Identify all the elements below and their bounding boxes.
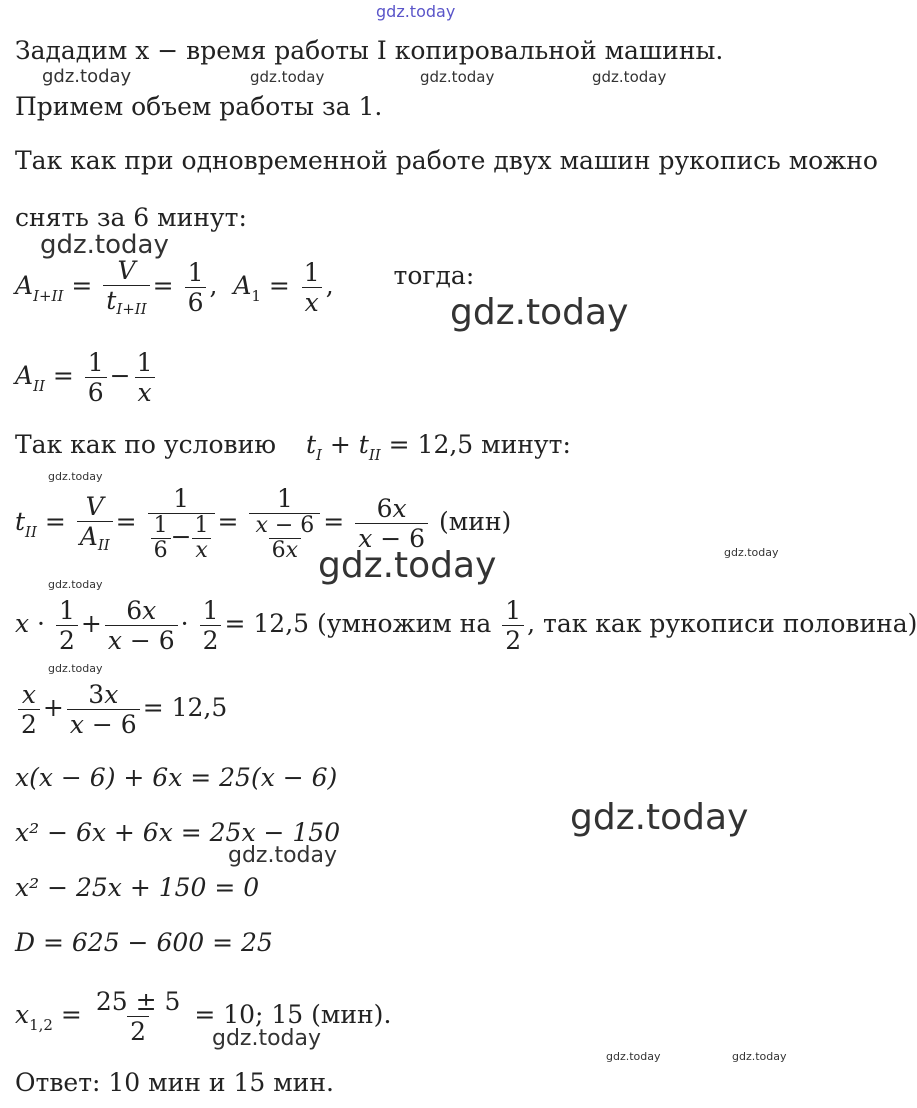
formula-discriminant: D = 625 − 600 = 25 bbox=[15, 928, 273, 957]
formula-roots: $x_{1,2}$ = $\frac{25 \pm 5}{2}$ = 10; 15 (мин). bbox=[15, 987, 392, 1046]
roots-result: = 10; 15 (мин). bbox=[194, 1000, 392, 1029]
watermark-top: gdz.today bbox=[376, 2, 456, 21]
watermark: gdz.today bbox=[420, 68, 495, 86]
watermark: gdz.today bbox=[606, 1050, 661, 1063]
watermark: gdz.today bbox=[42, 66, 132, 87]
watermark: gdz.today bbox=[732, 1050, 787, 1063]
formula-line-12: x² − 6x + 6x = 25x − 150 bbox=[15, 818, 341, 847]
watermark: gdz.today bbox=[318, 545, 497, 586]
formula-a2: $A_{II}$ = $\frac{1}{6}$ − $\frac{1}{x}$ bbox=[15, 346, 159, 409]
text-line-3: Так как при одновременной работе двух машин рукопись можно bbox=[15, 146, 878, 175]
formula-line-11: x(x − 6) + 6x = 25(x − 6) bbox=[15, 763, 338, 792]
watermark: gdz.today bbox=[228, 843, 338, 868]
watermark: gdz.today bbox=[48, 470, 103, 483]
formula-work-rates: $A_{I+II}$ = $\frac{V}{t_{I+II}}$ = $\frac{1}{6}$ , $A_1$ = $\frac{1}{x}$ , тогда: bbox=[15, 256, 475, 318]
watermark: gdz.today bbox=[48, 662, 103, 675]
watermark: gdz.today bbox=[724, 546, 779, 559]
text-line-1 bbox=[15, 36, 723, 66]
line-1-text: Зададим x − время работы I копировальной машины. bbox=[15, 36, 724, 65]
formula-line-13: x² − 25x + 150 = 0 bbox=[15, 873, 260, 902]
watermark: gdz.today bbox=[450, 292, 629, 333]
unit-minutes: (мин) bbox=[439, 507, 512, 536]
watermark: gdz.today bbox=[570, 797, 749, 838]
watermark: gdz.today bbox=[592, 68, 667, 86]
watermark: gdz.today bbox=[250, 68, 325, 86]
watermark: gdz.today bbox=[40, 230, 169, 260]
text-line-4: снять за 6 минут: bbox=[15, 203, 247, 232]
formula-t2: $t_{II}$ = $\frac{V}{A_{II}}$ = 1 $\frac{1}{6}$ − $\frac{1}{x}$ = $\frac{1}{\frac{x - 6}{6x}}$ = $\frac{6x}{x - 6}$ (мин) bbox=[15, 484, 512, 563]
text-line-2: Примем объем работы за 1. bbox=[15, 92, 383, 121]
then-label: тогда: bbox=[393, 261, 475, 290]
watermark: gdz.today bbox=[48, 578, 103, 591]
answer-line: Ответ: 10 мин и 15 мин. bbox=[15, 1068, 334, 1097]
formula-simplified: $\frac{x}{2}$ + $\frac{3x}{x - 6}$ = 12,5 bbox=[15, 678, 227, 738]
watermark: gdz.today bbox=[212, 1026, 322, 1051]
formula-equation: x · $\frac{1}{2}$ + $\frac{6x}{x - 6}$ · $\frac{1}{2}$ = 12,5 (умножим на $\frac{1}{2}$ , так как рукописи половина) bbox=[15, 596, 917, 655]
text-line-7: Так как по условию $t_I + t_{II} = 12,5$ минут: bbox=[15, 430, 571, 464]
